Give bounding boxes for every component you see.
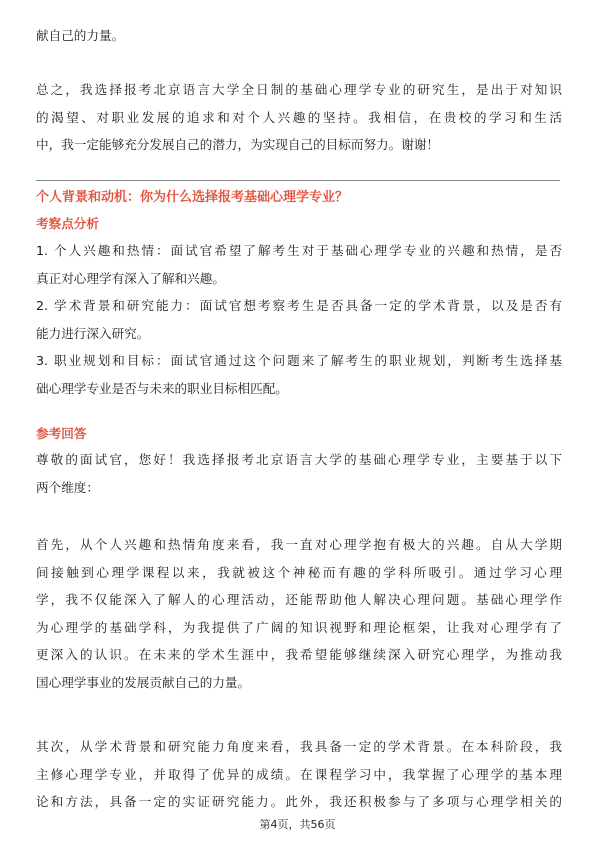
analysis-point-1: 1. 个人兴趣和热情：面试官希望了解考生对于基础心理学专业的兴趣和热情，是否 bbox=[36, 243, 562, 258]
text-line: 首先，从个人兴趣和热情角度来看，我一直对心理学抱有极大的兴趣。自从大学期 bbox=[36, 537, 562, 552]
text-line: 学，我不仅能深入了解人的心理活动，还能帮助他人解决心理问题。基础心理学作 bbox=[36, 592, 562, 607]
question-title: 个人背景和动机：你为什么选择报考基础心理学专业？ bbox=[36, 190, 349, 205]
text-line: 总之，我选择报考北京语言大学全日制的基础心理学专业的研究生，是出于对知识 bbox=[36, 82, 562, 97]
text-line: 的渴望、对职业发展的追求和对个人兴趣的坚持。我相信，在贵校的学习和生活 bbox=[36, 109, 562, 125]
text-line: 为心理学的基础学科，为我提供了广阔的知识视野和理论框架，让我对心理学有了 bbox=[36, 619, 562, 635]
text-line: 论和方法，具备一定的实证研究能力。此外，我还积极参与了多项与心理学相关的 bbox=[36, 794, 562, 809]
conclusion-paragraph bbox=[36, 76, 562, 159]
analysis-point-2: 2. 学术背景和研究能力：面试官想考察考生是否具备一定的学术背景，以及是否有 bbox=[36, 298, 562, 313]
analysis-point-3: 3. 职业规划和目标：面试官通过这个问题来了解考生的职业规划，判断考生选择基 bbox=[36, 353, 562, 368]
answer-paragraph-2 bbox=[36, 733, 562, 816]
answer-intro-paragraph bbox=[36, 446, 562, 501]
analysis-heading: 考察点分析 bbox=[36, 216, 99, 231]
analysis-point-2-cont: 能力进行深入研究。 bbox=[36, 325, 150, 341]
analysis-point-3-cont: 础心理学专业是否与未来的职业目标相匹配。 bbox=[36, 380, 288, 396]
text-line: 主修心理学专业，并取得了优异的成绩。在课程学习中，我掌握了心理学的基本理 bbox=[36, 766, 562, 782]
text-line: 中，我一定能够充分发展自己的潜力，为实现自己的目标而努力。谢谢！ bbox=[36, 137, 439, 152]
text-line: 间接触到心理学课程以来，我就被这个神秘而有趣的学科所吸引。通过学习心理 bbox=[36, 564, 562, 580]
answer-heading: 参考回答 bbox=[36, 426, 87, 441]
answer-paragraph-1 bbox=[36, 531, 562, 696]
text-line: 其次，从学术背景和研究能力角度来看，我具备一定的学术背景。在本科阶段，我 bbox=[36, 739, 562, 754]
page-number-footer: 第4页，共56页 bbox=[259, 818, 336, 831]
text-line: 两个维度： bbox=[36, 479, 99, 495]
text-line: 更深入的认识。在未来的学术生涯中，我希望能够继续深入研究心理学，为推动我 bbox=[36, 647, 562, 662]
text-line: 尊敬的面试官，您好！我选择报考北京语言大学的基础心理学专业，主要基于以下 bbox=[36, 452, 562, 467]
text-line: 献自己的力量。 bbox=[36, 28, 125, 43]
analysis-list bbox=[36, 237, 562, 402]
intro-tail-paragraph bbox=[36, 22, 562, 50]
section-divider bbox=[36, 180, 560, 181]
text-line: 国心理学事业的发展贡献自己的力量。 bbox=[36, 674, 251, 690]
analysis-point-1-cont: 真正对心理学有深入了解和兴趣。 bbox=[36, 270, 225, 286]
